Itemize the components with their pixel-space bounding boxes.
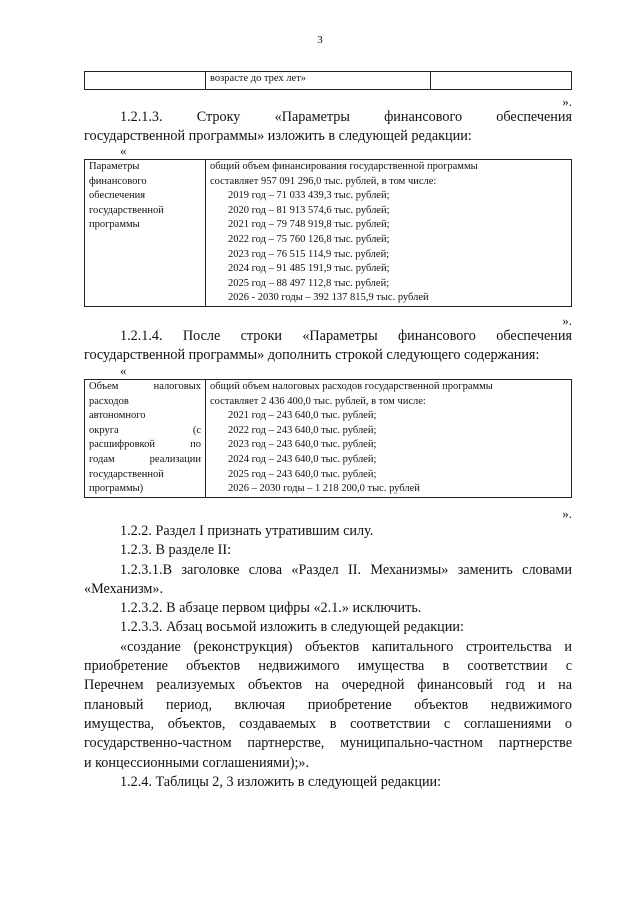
text-line: Параметры	[89, 161, 140, 172]
text-line: округа (с	[89, 424, 201, 436]
table-cell-label	[85, 160, 206, 307]
text-line: 1.2.3. В разделе II:	[120, 542, 232, 559]
opening-quote: «	[120, 143, 127, 158]
year-line: 2023 год – 76 515 114,9 тыс. рублей;	[228, 248, 390, 260]
year-line: 2024 год – 243 640,0 тыс. рублей;	[228, 453, 377, 465]
table-cell-label	[85, 380, 206, 498]
text-line: государственной	[89, 468, 164, 480]
text-line: 1.2.4. Таблицы 2, 3 изложить в следующей редакции:	[120, 773, 442, 790]
text-line: обеспечения	[89, 190, 146, 202]
text-line: государственной программы» дополнить строкой следующего содержания:	[84, 347, 540, 364]
text-line: 1.2.3.1.В заголовке слова «Раздел II. Механизмы» заменить словами	[120, 561, 572, 578]
text-line: автономного	[89, 410, 146, 422]
year-line: 2025 год – 88 497 112,8 тыс. рублей;	[228, 277, 390, 289]
text-line: плановый период, включая приобретение объектов недвижимого	[84, 696, 572, 713]
year-line: 2021 год – 243 640,0 тыс. рублей;	[228, 410, 377, 422]
paragraph-1-2-1-3	[84, 108, 572, 147]
closing-quote: ».	[562, 313, 572, 328]
text-line: общий объем финансирования государственной программы	[210, 161, 478, 172]
year-line: 2026 - 2030 годы – 392 137 815,9 тыс. рублей	[228, 292, 429, 304]
text-line: «Механизм».	[84, 580, 164, 597]
table-cell-value	[206, 160, 572, 307]
year-line: 2021 год – 79 748 919,8 тыс. рублей;	[228, 219, 390, 231]
previous-table-fragment	[84, 71, 572, 90]
text-line: годам реализации	[89, 453, 201, 465]
text-line: 1.2.1.4. После строки «Параметры финансового обеспечения	[120, 328, 572, 344]
closing-quote: ».	[562, 94, 572, 109]
body-text	[84, 522, 572, 792]
year-line: 2026 – 2030 годы – 1 218 200,0 тыс. рублей	[228, 483, 420, 495]
table-cell	[85, 72, 206, 90]
text-line: 1.2.3.2. В абзаце первом цифры «2.1.» исключить.	[120, 600, 422, 617]
paragraph-1-2-1-4	[84, 327, 572, 366]
opening-quote: «	[120, 363, 127, 378]
text-line: государственно-частном партнерстве, муниципально-частном партнерстве	[84, 735, 572, 752]
year-line: 2022 год – 243 640,0 тыс. рублей;	[228, 424, 377, 436]
text-line: финансового	[89, 175, 147, 187]
financing-parameters-table	[84, 159, 572, 307]
text-line: «создание (реконструкция) объектов капитального строительства и	[120, 638, 572, 655]
text-line: и концессионными соглашениями);».	[84, 754, 310, 771]
page-number: 3	[317, 34, 323, 46]
year-line: 2024 год – 91 485 191,9 тыс. рублей;	[228, 263, 390, 275]
year-line: 2023 год – 243 640,0 тыс. рублей;	[228, 439, 377, 451]
text-line: 1.2.3.3. Абзац восьмой изложить в следующей редакции:	[120, 619, 464, 636]
text-line: 1.2.1.3. Строку «Параметры финансового обеспечения	[120, 109, 572, 125]
text-line: 1.2.2. Раздел I признать утратившим силу.	[120, 523, 374, 539]
closing-quote: ».	[562, 506, 572, 521]
table-cell	[431, 72, 572, 90]
text-line: расходов	[89, 395, 129, 407]
tax-expenditure-table	[84, 379, 572, 498]
text-line: расшифровкой по	[89, 439, 201, 451]
text-line: приобретение объектов недвижимого имущества в соответствии с	[84, 658, 572, 675]
text-line: имущества, объектов, создаваемых в соответствии с соглашениями о	[84, 715, 572, 732]
year-line: 2020 год – 81 913 574,6 тыс. рублей;	[228, 204, 390, 216]
year-line: 2025 год – 243 640,0 тыс. рублей;	[228, 468, 377, 480]
text-line: программы)	[89, 483, 144, 495]
text-line: программы	[89, 219, 140, 231]
text-line: составляет 2 436 400,0 тыс. рублей, в том числе:	[210, 395, 426, 407]
table-cell-value	[206, 380, 572, 498]
text-line: Перечнем реализуемых объектов на очередной финансовый год и на	[84, 677, 572, 694]
year-line: 2022 год – 75 760 126,8 тыс. рублей;	[228, 233, 390, 245]
text-line: составляет 957 091 296,0 тыс. рублей, в том числе:	[210, 175, 437, 187]
table-cell: возрасте до трех лет»	[206, 72, 431, 90]
text-line: государственной	[89, 204, 164, 216]
text-line: Объем налоговых	[89, 381, 201, 392]
text-line: общий объем налоговых расходов государственной программы	[210, 381, 493, 392]
year-line: 2019 год – 71 033 439,3 тыс. рублей;	[228, 190, 390, 202]
text-line: государственной программы» изложить в следующей редакции:	[84, 128, 472, 145]
